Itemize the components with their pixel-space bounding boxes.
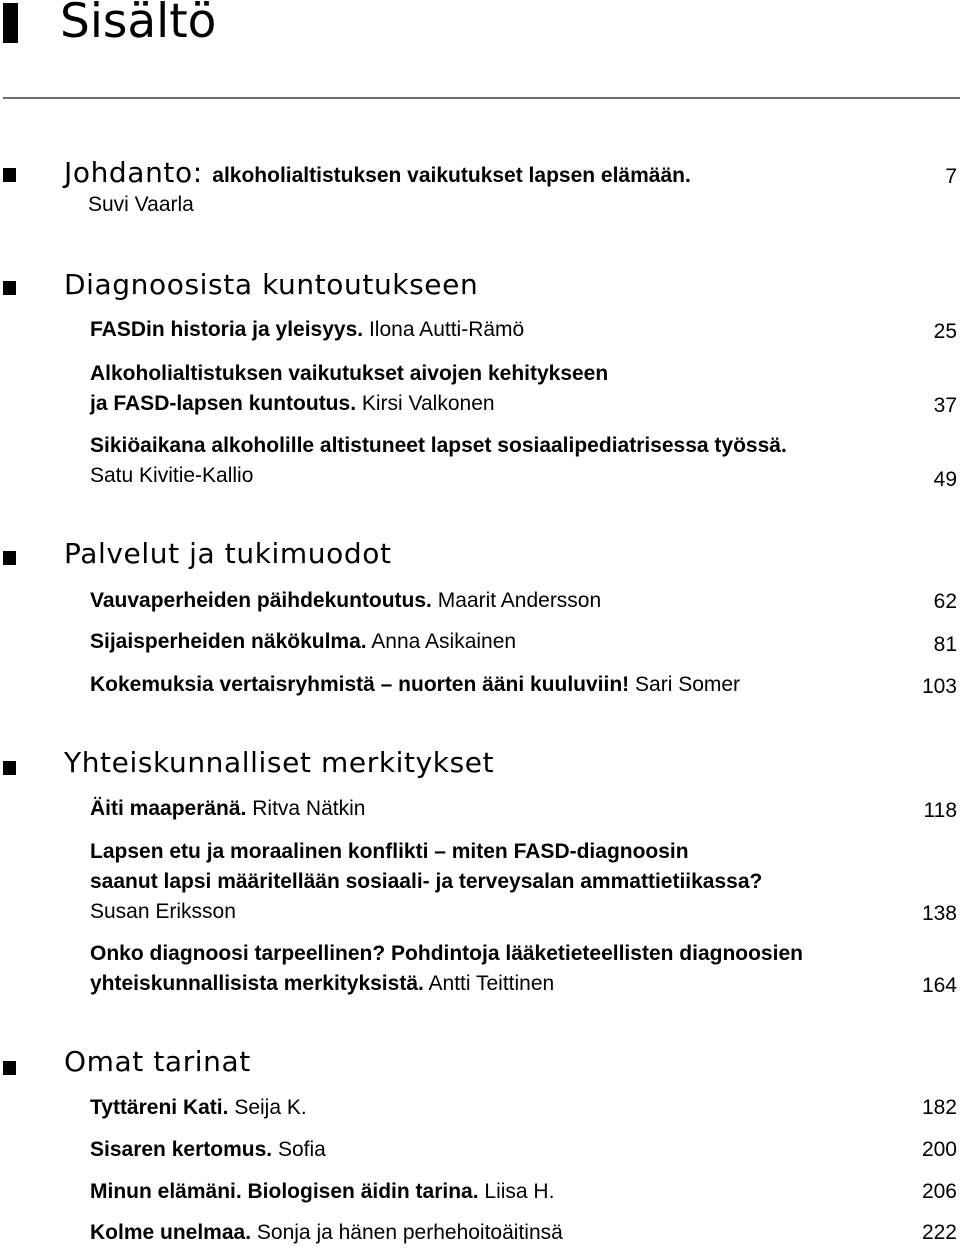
entry-page-number: 25: [933, 320, 957, 343]
entry-title: Vauvaperheiden päihdekuntoutus.: [90, 589, 432, 612]
entry-page-number: 182: [921, 1096, 957, 1119]
toc-entry-title: [90, 630, 516, 654]
entry-title: Äiti maaperänä.: [90, 797, 247, 820]
entry-title: Kolme unelmaa.: [90, 1221, 252, 1244]
entry-author: Ritva Nätkin: [252, 797, 366, 820]
entry-author: Maarit Andersson: [437, 589, 602, 612]
entry-author: Sofia: [277, 1138, 326, 1161]
entry-author: Satu Kivitie-Kallio: [90, 464, 254, 487]
intro-page-number: 7: [945, 165, 957, 188]
entry-page-number: 118: [923, 799, 957, 822]
entry-title: Lapsen etu ja moraalinen konflikti – miten FASD-diagnoosin: [90, 840, 689, 863]
toc-entry-title: [90, 1180, 554, 1204]
header-divider: [3, 97, 960, 99]
toc-entry-title: [90, 1096, 307, 1120]
entry-author: Liisa H.: [484, 1180, 555, 1203]
entry-author: Seija K.: [234, 1096, 307, 1119]
entry-author: Sonja ja hänen perhehoitoäitinsä: [256, 1221, 563, 1244]
entry-author: Kirsi Valkonen: [361, 392, 495, 415]
toc-entry-title: [90, 1221, 563, 1245]
entry-page-number: 81: [933, 633, 957, 656]
toc-entry-title: [90, 972, 554, 996]
section-title: Omat tarinat: [64, 1045, 251, 1078]
section-bullet: [3, 1061, 16, 1075]
section-title: Yhteiskunnalliset merkitykset: [64, 746, 495, 779]
heading-bar-marker: [3, 3, 18, 43]
section-title: Diagnoosista kuntoutukseen: [64, 268, 479, 301]
page-title: Sisältö: [60, 0, 217, 49]
section-bullet: [3, 281, 16, 295]
entry-title: Onko diagnoosi tarpeellinen? Pohdintoja lääketieteellisten diagnoosien: [90, 942, 803, 965]
toc-entry-title: [90, 797, 365, 821]
entry-title: saanut lapsi määritellään sosiaali- ja terveysalan ammattietiikassa?: [90, 870, 763, 893]
entry-title: Alkoholialtistuksen vaikutukset aivojen kehitykseen: [90, 362, 609, 385]
entry-page-number: 222: [921, 1221, 957, 1244]
entry-title: Sikiöaikana alkoholille altistuneet lapset sosiaalipediatrisessa työssä.: [90, 434, 787, 457]
toc-entry-title: [90, 392, 495, 416]
entry-title: Tyttäreni Kati.: [90, 1096, 229, 1119]
entry-page-number: 164: [921, 974, 957, 997]
entry-page-number: 200: [921, 1138, 957, 1161]
entry-title: Sisaren kertomus.: [90, 1138, 273, 1161]
entry-page-number: 62: [933, 590, 957, 613]
entry-page-number: 138: [921, 902, 957, 925]
intro-heading: [64, 156, 691, 189]
entry-title: Kokemuksia vertaisryhmistä – nuorten ääni kuuluviin!: [90, 673, 630, 696]
entry-author: Sari Somer: [635, 673, 741, 696]
entry-page-number: 206: [921, 1180, 957, 1203]
intro-title: Johdanto:: [64, 156, 203, 189]
section-title: Palvelut ja tukimuodot: [64, 537, 392, 570]
intro-author: Suvi Vaarla: [88, 193, 194, 216]
entry-page-number: 37: [933, 394, 957, 417]
entry-title: ja FASD-lapsen kuntoutus.: [90, 392, 357, 415]
toc-entry-title: [90, 1138, 326, 1162]
entry-page-number: 49: [933, 468, 957, 491]
entry-title: FASDin historia ja yleisyys.: [90, 318, 364, 341]
entry-author: Antti Teittinen: [428, 972, 555, 995]
intro-subtitle: alkoholialtistuksen vaikutukset lapsen elämään.: [212, 164, 691, 187]
entry-title: yhteiskunnallisista merkityksistä.: [90, 972, 424, 995]
toc-entry-title: [90, 589, 601, 613]
entry-author: Anna Asikainen: [371, 630, 517, 653]
section-bullet: [3, 761, 16, 775]
entry-author: Ilona Autti-Rämö: [368, 318, 525, 341]
toc-entry-title: [90, 673, 740, 697]
entry-page-number: 103: [921, 675, 957, 698]
entry-title: Sijaisperheiden näkökulma.: [90, 630, 367, 653]
entry-title: Minun elämäni. Biologisen äidin tarina.: [90, 1180, 479, 1203]
section-bullet: [3, 168, 16, 182]
toc-entry-title: [90, 318, 524, 342]
section-bullet: [3, 551, 16, 565]
entry-author: Susan Eriksson: [90, 900, 236, 923]
